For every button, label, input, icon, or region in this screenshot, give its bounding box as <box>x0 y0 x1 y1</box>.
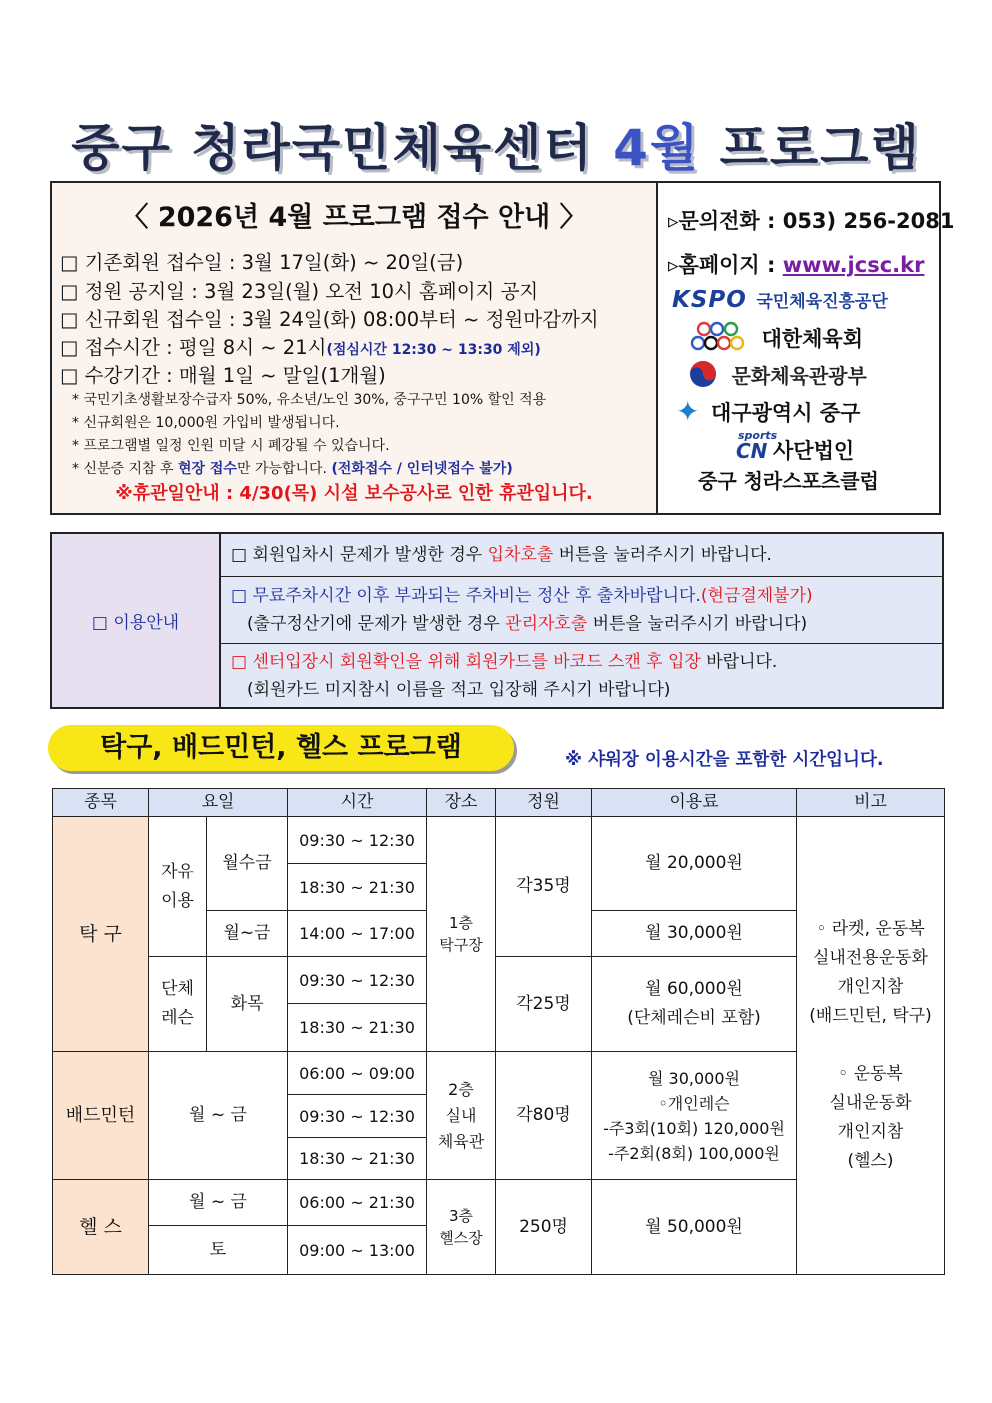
notice-left-panel <box>52 183 658 513</box>
days-cell: 월 ~ 금 <box>148 1179 288 1226</box>
header-cell: 장소 <box>426 788 496 817</box>
time-cell: 06:00 ~ 09:00 <box>287 1051 427 1095</box>
place-cell: 2층 실내 체육관 <box>426 1051 496 1180</box>
usage-row: □ 회원입차시 문제가 발생한 경우 입차호출 버튼을 눌러주시기 바랍니다. <box>221 534 942 577</box>
header-cell: 종목 <box>52 788 149 817</box>
notice-heading: 〈 2026년 4월 프로그램 접수 안내 〉 <box>121 202 587 233</box>
phone-line: ▹문의전화 : 053) 256-2081 <box>668 209 955 233</box>
capacity-cell: 각80명 <box>495 1051 592 1180</box>
usage-row: □ 센터입장시 회원확인을 위해 회원카드를 바코드 스캔 후 입장 바랍니다. (회원카드 미지참시 이름을 적고 입장해 주시기 바랍니다) <box>221 644 942 707</box>
fee-cell: 월 30,000원 <box>591 910 797 957</box>
time-cell: 18:30 ~ 21:30 <box>287 1137 427 1180</box>
taegeuk-icon <box>688 359 718 389</box>
header-cell: 요일 <box>148 788 288 817</box>
district-emblem-icon: ✦ <box>676 395 700 428</box>
sport-badminton: 배드민턴 <box>52 1051 149 1180</box>
sport-health: 헬 스 <box>52 1179 149 1275</box>
usage-info-label: □ 이용안내 <box>52 534 221 707</box>
free-use-label: 자유 이용 <box>148 816 207 957</box>
header-cell: 시간 <box>287 788 427 817</box>
ministry-logo: 문화체육관광부 <box>688 359 867 389</box>
place-cell: 3층 헬스장 <box>426 1179 496 1275</box>
time-cell: 09:30 ~ 12:30 <box>287 816 427 864</box>
days-cell: 월~금 <box>206 910 288 957</box>
capacity-cell: 각35명 <box>495 816 592 957</box>
header-cell: 비고 <box>796 788 945 817</box>
contact-panel <box>658 183 955 513</box>
notice-line: □ 수강기간 : 매월 1일 ~ 말일(1개월) <box>60 364 386 387</box>
fee-cell: 월 20,000원 <box>591 816 797 911</box>
notice-note: * 국민기초생활보장수급자 50%, 유소년/노인 30%, 중구구민 10% 할인 적용 <box>72 392 547 408</box>
program-table <box>52 788 945 1275</box>
days-cell: 월수금 <box>206 816 288 911</box>
district-logo: ✦ 대구광역시 중구 <box>676 395 861 428</box>
fee-cell: 월 50,000원 <box>591 1179 797 1275</box>
group-lesson-label: 단체 레슨 <box>148 956 207 1052</box>
notice-note: * 신규회원은 10,000원 가입비 발생됩니다. <box>72 415 340 431</box>
time-cell: 09:00 ~ 13:00 <box>287 1225 427 1275</box>
time-cell: 14:00 ~ 17:00 <box>287 910 427 957</box>
fee-cell: 월 60,000원 (단체레슨비 포함) <box>591 956 797 1052</box>
sports-council-logo: 대한체육회 <box>684 321 863 355</box>
notice-line: □ 정원 공지일 : 3월 23일(월) 오전 10시 홈페이지 공지 <box>60 280 539 303</box>
header-cell: 정원 <box>495 788 592 817</box>
notice-note: * 프로그램별 일정 인원 미달 시 폐강될 수 있습니다. <box>72 438 390 454</box>
days-cell: 토 <box>148 1225 288 1275</box>
usage-row: □ 무료주차시간 이후 부과되는 주차비는 정산 후 출차바랍니다.(현금결제불가) (출구정산기에 문제가 발생한 경우 관리자호출 버튼을 눌러주시기 바랍니다) <box>221 577 942 644</box>
sport-tabletennis: 탁 구 <box>52 816 149 1052</box>
time-cell: 18:30 ~ 21:30 <box>287 1003 427 1052</box>
time-cell: 06:00 ~ 21:30 <box>287 1179 427 1226</box>
notice-line: □ 접수시간 : 평일 8시 ~ 21시(점심시간 12:30 ~ 13:30 제외) <box>60 336 541 359</box>
homepage-link[interactable]: www.jcsc.kr <box>782 253 925 277</box>
page-title: 중구 청라국민체육센터 4월 프로그램 <box>71 119 921 177</box>
time-cell: 18:30 ~ 21:30 <box>287 863 427 911</box>
notice-note: * 신분증 지참 후 현장 접수만 가능합니다. (전화접수 / 인터넷접수 불가) <box>72 461 513 477</box>
header-cell: 이용료 <box>591 788 797 817</box>
days-cell: 화목 <box>206 956 288 1052</box>
registration-notice <box>50 181 955 515</box>
capacity-cell: 각25명 <box>495 956 592 1052</box>
time-cell: 09:30 ~ 12:30 <box>287 1094 427 1138</box>
kspo-logo: KSPO 국민체육진흥공단 <box>672 287 888 313</box>
time-cell: 09:30 ~ 12:30 <box>287 956 427 1004</box>
program-banner: 탁구, 배드민턴, 헬스 프로그램 <box>48 725 514 771</box>
fee-cell: 월 30,000원 ◦개인레슨 -주3회(10회) 120,000원 -주2회(8회) 100,000원 <box>591 1051 797 1180</box>
club-logo: sports CN 사단법인 <box>736 429 855 463</box>
homepage-line: ▹홈페이지 : www.jcsc.kr <box>668 253 925 277</box>
shower-note: ※ 샤워장 이용시간을 포함한 시간입니다. <box>565 750 884 770</box>
remarks-cell: ◦ 라켓, 운동복 실내전용운동화 개인지참 (배드민턴, 탁구) ◦ 운동복 실내운동화 개인지참 (헬스) <box>796 816 945 1275</box>
closed-day-notice: ※휴관일안내 : 4/30(목) 시설 보수공사로 인한 휴관입니다. <box>115 483 593 504</box>
notice-line: □ 기존회원 접수일 : 3월 17일(화) ~ 20일(금) <box>60 251 464 274</box>
notice-line: □ 신규회원 접수일 : 3월 24일(화) 08:00부터 ~ 정원마감까지 <box>60 308 599 331</box>
usage-info-table <box>50 532 944 709</box>
olympic-rings-icon <box>684 321 750 355</box>
days-cell: 월 ~ 금 <box>148 1051 288 1180</box>
place-cell: 1층 탁구장 <box>426 816 496 1052</box>
capacity-cell: 250명 <box>495 1179 592 1275</box>
club-name: 중구 청라스포츠클럽 <box>698 469 879 493</box>
